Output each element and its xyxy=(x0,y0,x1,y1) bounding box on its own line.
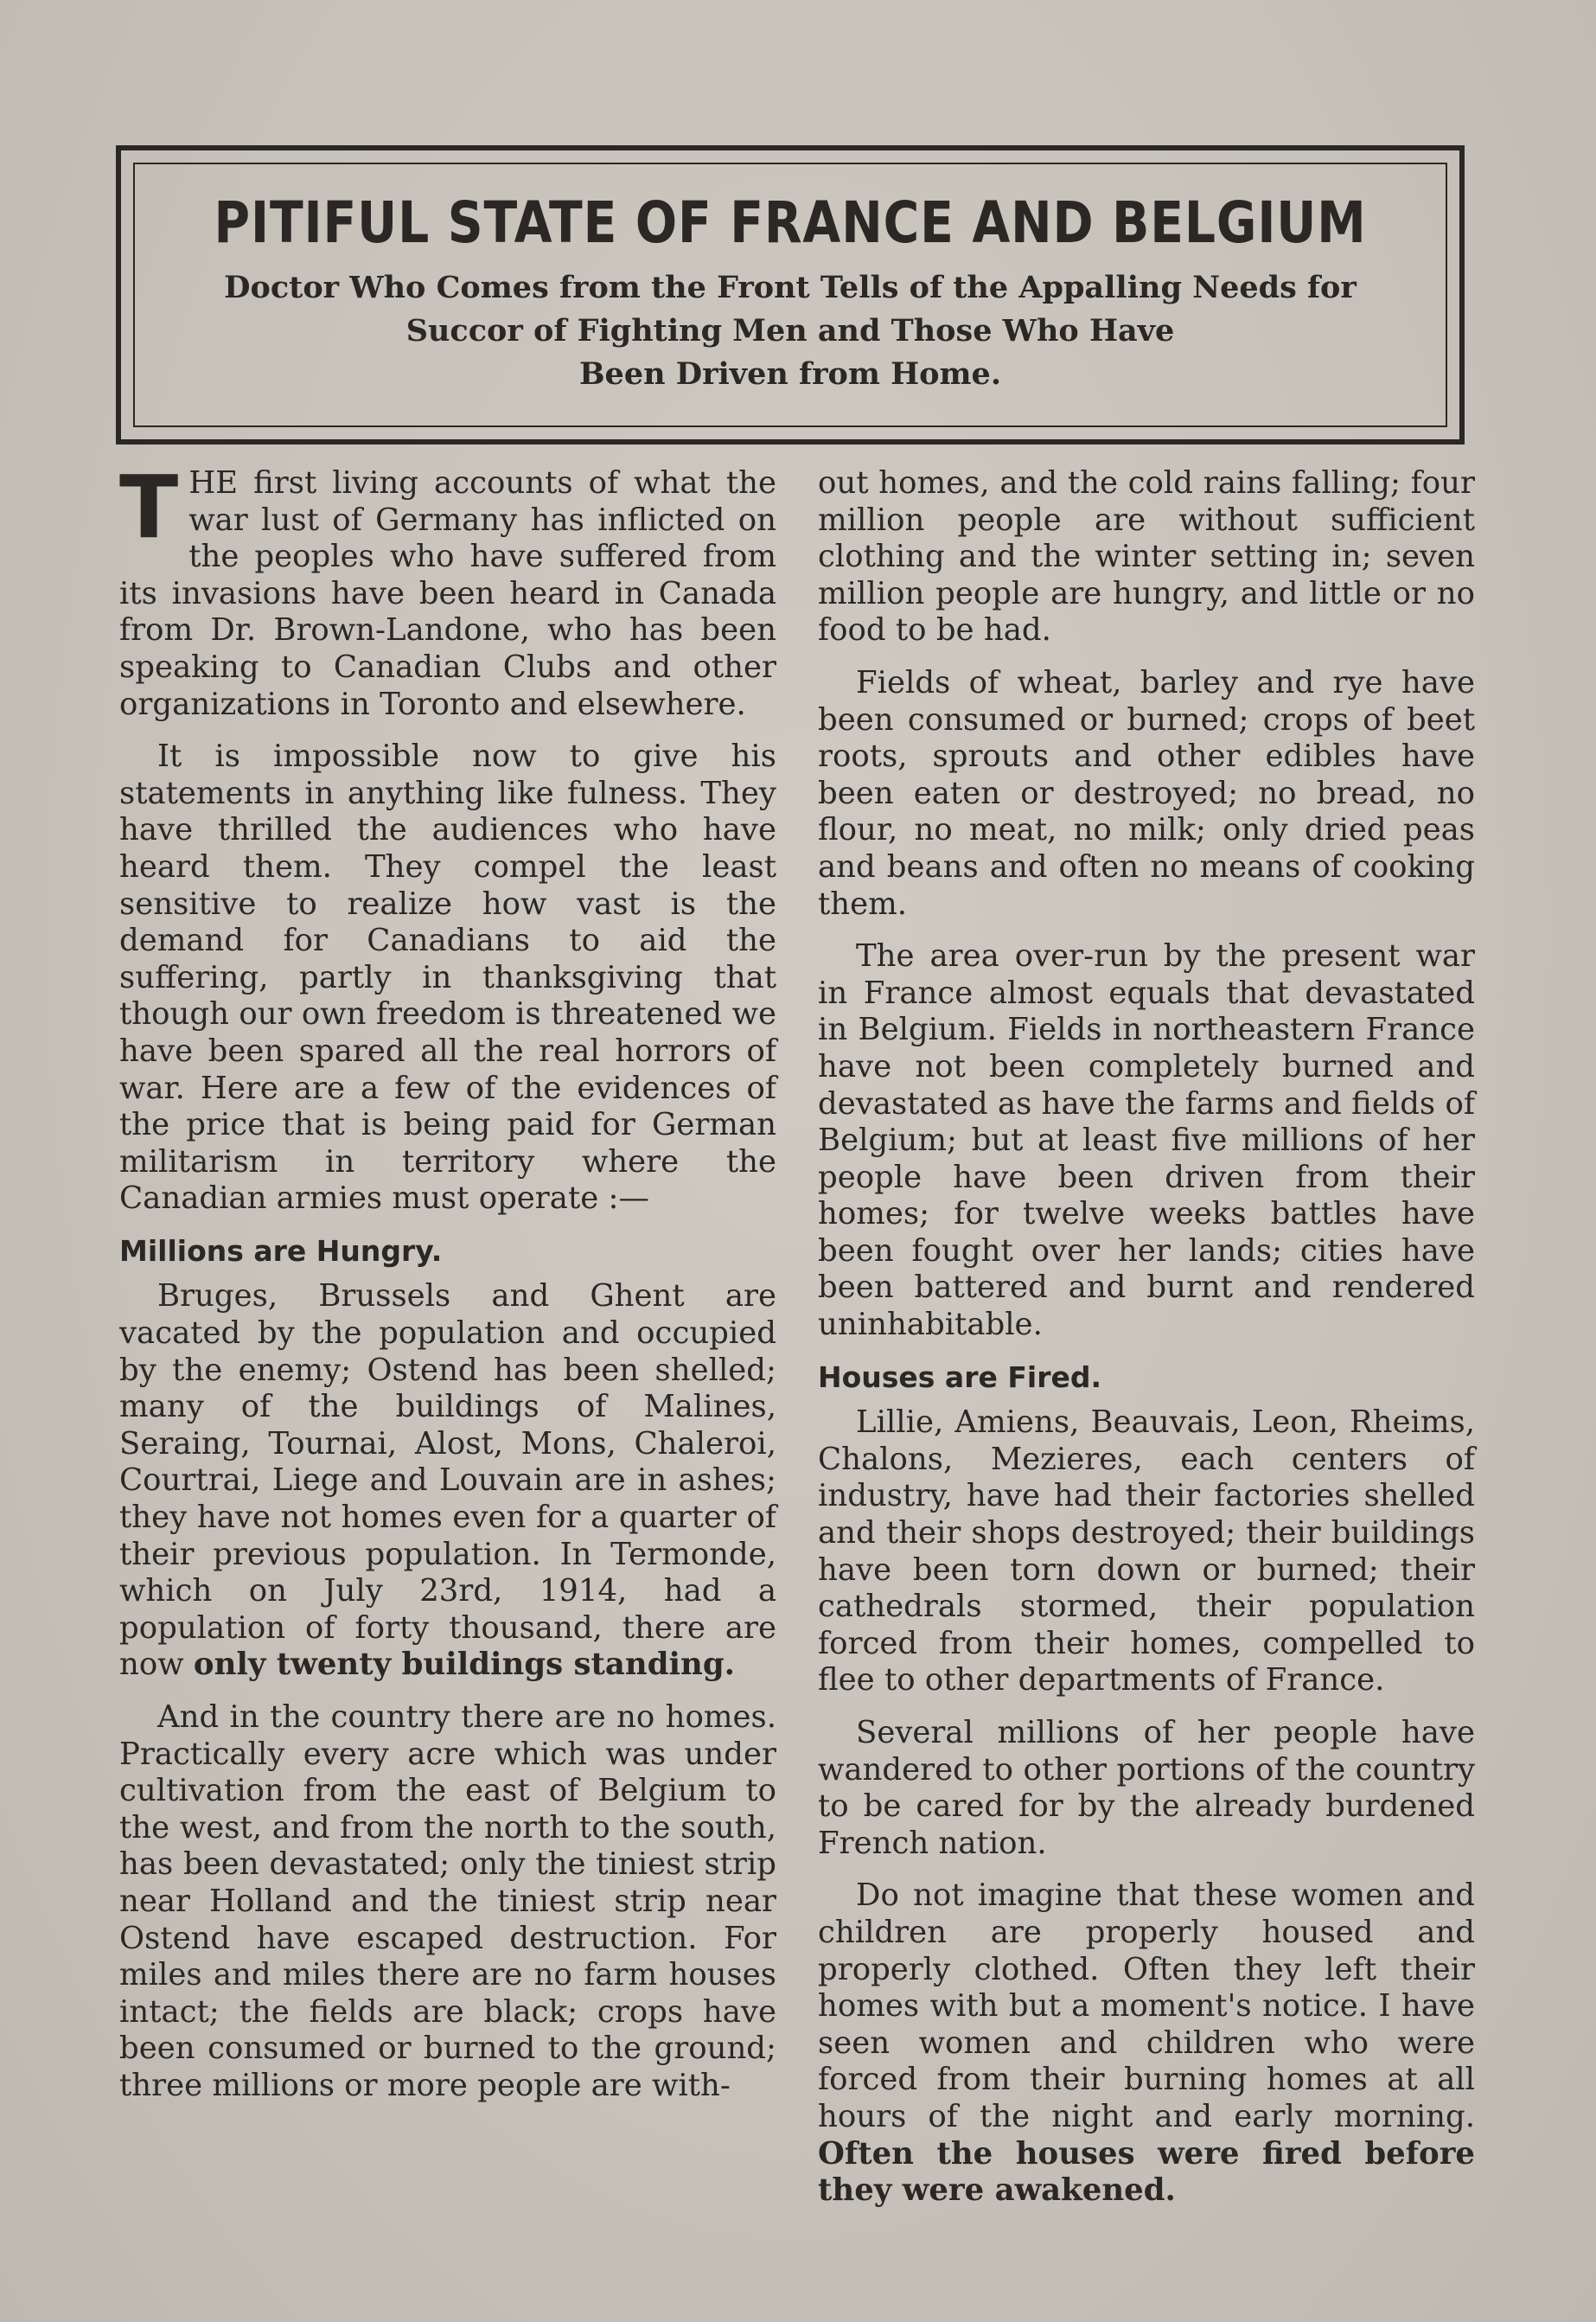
article-subtitle xyxy=(185,266,1395,396)
paragraph-intro xyxy=(119,457,776,723)
paragraph-fields: Fields of wheat, barley and rye have been consumed or burned; crops of beet roots, sprouts and other edibles have been eaten or destroyed; no bread, no flour, no meat, no milk; only dried peas and beans and often no means of cooking them. xyxy=(818,664,1475,922)
paragraph-women-children-text: Do not imagine that these women and children are properly housed and properly clothed. Often they left their homes with but a moment's notice. I have seen women and children who were forced from their burning homes at all hours of the night and early morning. xyxy=(818,1877,1475,2134)
paragraph-continuation: out homes, and the cold rains falling; four million people are without sufficient clothing and the winter setting in; seven million people are hungry, and little or no food to be had. xyxy=(818,465,1475,649)
headline-box xyxy=(116,145,1465,445)
paragraph-cities-text: Bruges, Brussels and Ghent are vacated by the population and occupied by the enemy; Ostend has been shelled; many of the buildings of Malines, Seraing, Tournai, Alost, Mons, Chaleroi, Courtrai, Liege and Louvain are in ashes; they have not homes even for a quarter of their previous population. In Termonde, which on July 23rd, 1914, had a population of forty thousand, there are now xyxy=(119,1278,776,1683)
drop-cap: T xyxy=(119,457,179,558)
paragraph-industry: Lillie, Amiens, Beauvais, Leon, Rheims, Chalons, Mezieres, each centers of industry, have had their factories shelled and their shops destroyed; their buildings have been torn down or burned; their cathedrals stormed, their population forced from their homes, compelled to flee to other departments of France. xyxy=(818,1404,1475,1698)
paragraph-intro-text: HE first living accounts of what the war lust of Germany has inflicted on the peoples who have suffered from its invasions have been heard in Canada from Dr. Brown-Landone, who has been speaking to Canadian Clubs and other organizations in Toronto and elsewhere. xyxy=(119,465,776,722)
left-column xyxy=(119,457,776,2105)
article-title: PITIFUL STATE OF FRANCE AND BELGIUM xyxy=(214,189,1367,256)
paragraph-women-children xyxy=(818,1877,1475,2209)
paragraph-country: And in the country there are no homes. Practically every acre which was under cultivation from the east of Belgium to the west, and from the north to the south, has been devastated; only the tiniest strip near Holland and the tiniest strip near Ostend have escaped destruction. For miles and miles there are no farm houses intact; the fields are black; crops have been consumed or burned to the ground; three millions or more people are with- xyxy=(119,1699,776,2103)
subheading-houses-fired: Houses are Fired. xyxy=(818,1359,1102,1394)
paragraph-cities-emphasis: only twenty buildings standing. xyxy=(193,1647,736,1683)
right-column xyxy=(818,465,1475,2210)
subtitle-line-1: Doctor Who Comes from the Front Tells of the Appalling Needs for xyxy=(224,269,1357,305)
headline-inner-frame xyxy=(133,163,1447,427)
paragraph-wandered: Several millions of her people have wandered to other portions of the country to be cared for by the already burdened French nation. xyxy=(818,1715,1475,1861)
subheading-millions-hungry: Millions are Hungry. xyxy=(119,1233,443,1268)
paragraph-area: The area over-run by the present war in France almost equals that devastated in Belgium. Fields in northeastern France have not been completely burned and devastated as have the farms and fields of Belgium; but at least five millions of her people have been driven from their homes; for twelve weeks battles have been fought over her lands; cities have been battered and burnt and rendered uninhabitable. xyxy=(818,938,1475,1343)
subtitle-line-3: Been Driven from Home. xyxy=(578,355,1002,392)
paragraph-statements: It is impossible now to give his statements in anything like fulness. They have thrilled the audiences who have heard them. They compel the least sensitive to realize how vast is the demand for Canadians to aid the suffering, partly in thanksgiving that though our own freedom is threatened we have been spared all the real horrors of war. Here are a few of the evidences of the price that is being paid for German militarism in territory where the Canadian armies must operate :— xyxy=(119,739,776,1217)
subtitle-line-2: Succor of Fighting Men and Those Who Have xyxy=(405,312,1175,349)
paragraph-cities xyxy=(119,1278,776,1684)
paragraph-women-children-emphasis: Often the houses were fired before they were awakened. xyxy=(818,2135,1475,2209)
